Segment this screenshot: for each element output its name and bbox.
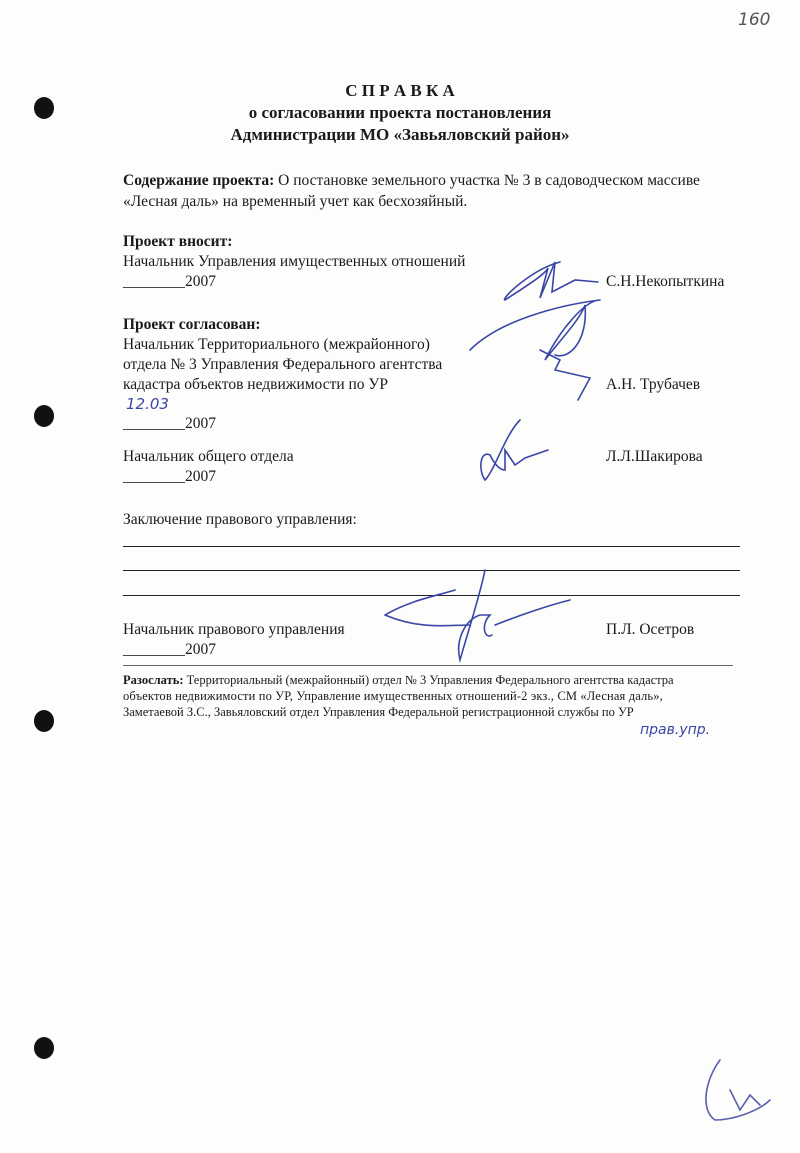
- agreed-name: А.Н. Трубачев: [606, 376, 701, 393]
- general-name: Л.Л.Шакирова: [606, 448, 703, 465]
- general-position: Начальник общего отдела: [123, 448, 294, 465]
- general-date: ________2007: [123, 468, 216, 485]
- title-line2: о согласовании проекта постановления: [248, 103, 552, 122]
- submitted-name: С.Н.Некопыткина: [606, 273, 725, 290]
- submitted-position: Начальник Управления имущественных отношений: [123, 253, 466, 270]
- distribution-label: Разослать:: [123, 673, 184, 687]
- legal-head-name: П.Л. Осетров: [606, 621, 695, 638]
- legal-head-position: Начальник правового управления: [123, 621, 345, 638]
- distribution-line3: Заметаевой З.С., Завьяловский отдел Управления Федеральной регистрационной службы по УР: [123, 705, 634, 719]
- agreed-heading: Проект согласован:: [123, 316, 261, 333]
- content-label: Содержание проекта:: [123, 172, 275, 189]
- submitted-heading: Проект вносит:: [123, 233, 233, 250]
- legal-conclusion-label: Заключение правового управления:: [123, 511, 357, 528]
- signature-shakirova: [481, 420, 548, 480]
- legal-head-date: ________2007: [123, 641, 216, 658]
- agreed-position-1: Начальник Территориального (межрайонного): [123, 336, 430, 353]
- distribution-line2: объектов недвижимости по УР, Управление имущественных отношений-2 экз., СМ «Лесная даль»,: [123, 689, 663, 703]
- distribution-text: Территориальный (межрайонный) отдел № 3 Управления Федерального агентства кадастра: [183, 673, 674, 687]
- signature-nekopytkina: [504, 262, 598, 300]
- agreed-position-2: отдела № 3 Управления Федерального агентства: [123, 356, 443, 373]
- submitted-date: ________2007: [123, 273, 216, 290]
- agreed-position-3: кадастра объектов недвижимости по УР: [123, 376, 389, 393]
- page-number-handwritten: 160: [738, 10, 771, 30]
- agreed-date: ________2007: [123, 415, 216, 432]
- signature-trubachev: [470, 300, 600, 400]
- distribution-handwritten: прав.упр.: [640, 722, 711, 738]
- agreed-date-handwritten: 12.03: [126, 395, 169, 413]
- content-text: О постановке земельного участка № 3 в садоводческом массиве: [274, 172, 700, 189]
- signature-osetrov: [385, 570, 570, 660]
- title-line1: С П Р А В К А: [345, 81, 455, 100]
- title-line3: Администрации МО «Завьяловский район»: [230, 125, 570, 144]
- corner-signature: [706, 1060, 770, 1120]
- content-line2: «Лесная даль» на временный учет как бесхозяйный.: [123, 193, 468, 210]
